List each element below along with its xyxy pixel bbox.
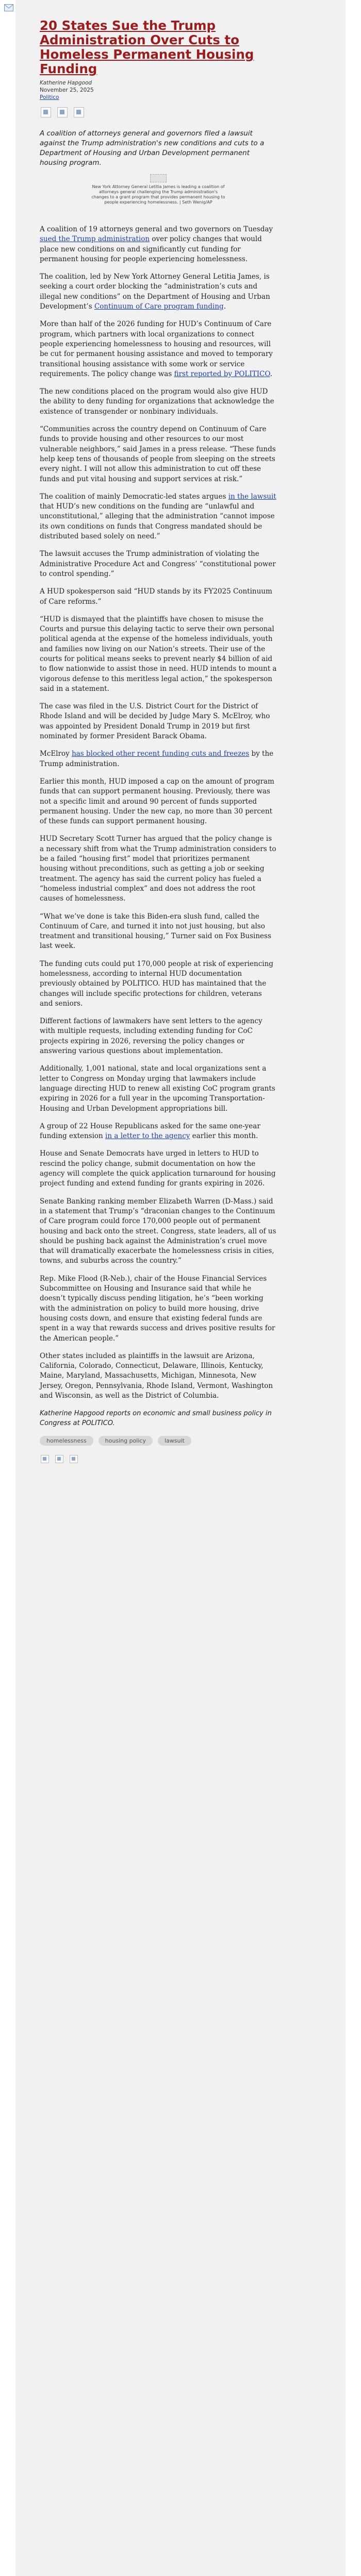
share-icon[interactable] [74, 107, 84, 117]
photo-caption: New York Attorney General Letitia James is leading a coalition of attorneys general challenging the Trump administration's changes to a grant program that provides permanent housing to people experiencing homelessness. | Seth Wenig/AP [91, 184, 225, 205]
paragraph: “HUD is dismayed that the plaintiffs have chosen to misuse the Courts and pursue this delaying tactic to serve their own personal political agenda at the expense of the homeless individuals, youth and families now living on our Nation’s streets. Their use of the courts for political means seeks to prevent nearly $4 billion of aid to flow nationwide to assist those in need. HUD intends to mount a vigorous defense to this meritless legal action,” the spokesperson said in a statement. [40, 615, 277, 693]
publish-date: November 25, 2025 [40, 87, 94, 93]
paragraph: Rep. Mike Flood (R-Neb.), chair of the House Financial Services Subcommittee on Housing and Insurance said that while he doesn’t typically discuss pending litigation, he’s “been working with the administration on policy to build more housing, drive housing costs down, and ensure that existing federal funds are spent in a way that rewards success and drives positive results for the American people.” [40, 1274, 275, 1343]
inline-link[interactable]: in a letter to the agency [105, 1132, 190, 1141]
author-signature: Katherine Hapgood reports on economic and small business policy in Congress at POLITICO. [40, 1410, 272, 1428]
paragraph: The lawsuit accuses the Trump administration of violating the Administrative Procedure Act and Congress’ “constitutional power to control spending.” [40, 550, 276, 578]
author-name: Katherine Hapgood [40, 80, 92, 86]
paragraph: A HUD spokesperson said “HUD stands by its FY2025 Continuum of Care reforms.” [40, 587, 272, 606]
paragraph: House and Senate Democrats have urged in letters to HUD to rescind the policy change, submit documentation on how the agency will complete the quick application turnaround for housing project funding and extend funding for grants expiring in 2026. [40, 1149, 276, 1188]
tag-homelessness[interactable]: homelessness [40, 1436, 93, 1446]
article-meta [40, 79, 277, 101]
paragraph: The coalition of mainly Democratic-led states argues in the lawsuit that HUD’s new conditions on the funding are “unlawful and unconstitutional,” alleging that the administration “cannot impose its own conditions on funds that Congress mandated should be distributed based solely on need.” [40, 492, 276, 541]
paragraph: A coalition of 19 attorneys general and two governors on Tuesday sued the Trump administration over policy changes that would place new conditions on and significantly cut funding for permanent housing for people experiencing homelessness. [40, 225, 273, 263]
paragraph: Earlier this month, HUD imposed a cap on the amount of program funds that can support permanent housing. Previously, there was not a specific limit and around 90 percent of funds supported permanent housing. Under the new cap, no more than 30 percent of these funds can support permanent housing. [40, 777, 274, 826]
social-icons [41, 1455, 277, 1463]
social-icon[interactable] [41, 1455, 49, 1463]
social-icon[interactable] [70, 1455, 78, 1463]
paragraph: Other states included as plaintiffs in the lawsuit are Arizona, California, Colorado, Connecticut, Delaware, Illinois, Kentucky, Maine, Maryland, Massachusetts, Michigan, Minnesota, New Jersey, Oregon, Pennsylvania, Rhode Island, Vermont, Washington and Wisconsin, as well as the District of Columbia. [40, 1351, 273, 1400]
paragraph: Additionally, 1,001 national, state and local organizations sent a letter to Congress on Monday urging that lawmakers include language directing HUD to renew all existing CoC program grants expiring in 2026 for a full year in the upcoming Transportation-Housing and Urban Development appropriations bill. [40, 1064, 275, 1113]
tag-housing-policy[interactable]: housing policy [99, 1436, 153, 1446]
publication-link[interactable]: Politico [40, 94, 59, 100]
inline-link[interactable]: in the lawsuit [228, 492, 276, 501]
paragraph: Different factions of lawmakers have sent letters to the agency with multiple requests, including extending funding for CoC projects expiring in 2026, reversing the policy changes or answering various questions about implementation. [40, 1017, 262, 1056]
paragraph: The new conditions placed on the program would also give HUD the ability to deny funding for organizations that acknowledge the existence of transgender or nonbinary individuals. [40, 387, 274, 416]
envelope-icon [4, 4, 13, 11]
inline-link[interactable]: first reported by POLITICO [174, 369, 270, 378]
paragraph: Senate Banking ranking member Elizabeth Warren (D-Mass.) said in a statement that Trump’s “draconian changes to the Continuum of Care program could force 170,000 people out of permanent housing and back onto the street. Congress, state leaders, all of us should be pushing back against the Administration’s cruel move that will dramatically exacerbate the homelessness crisis in cities, towns, and suburbs across the country.” [40, 1197, 276, 1265]
paragraph: The case was filed in the U.S. District Court for the District of Rhode Island and will be decided by Judge Mary S. McElroy, who was appointed by President Donald Trump in 2019 but first nominated by former President Barack Obama. [40, 702, 270, 741]
article-title[interactable]: 20 States Sue the Trump Administration Over Cuts to Homeless Permanent Housing Funding [40, 18, 254, 76]
paragraph: The coalition, led by New York Attorney General Letitia James, is seeking a court order blocking the “administration’s cuts and illegal new conditions” on the Department of Housing and Urban Development’s Continuum of Care program funding. [40, 273, 270, 311]
paragraph: The funding cuts could put 170,000 people at risk of experiencing homelessness, according to internal HUD documentation previously obtained by POLITICO. HUD has maintained that the changes will include specific protections for children, veterans and seniors. [40, 959, 273, 1008]
tag-lawsuit[interactable]: lawsuit [158, 1436, 191, 1446]
article-photo [91, 174, 225, 205]
paragraph: McElroy has blocked other recent funding cuts and freezes by the Trump administration. [40, 750, 274, 768]
share-icon[interactable] [57, 107, 68, 117]
paragraph: HUD Secretary Scott Turner has argued that the policy change is a necessary shift from what the Trump administration considers to be a failed “housing first” model that prioritizes permanent housing without preconditions, such as getting a job or seeking treatment. The agency has said the current policy has fueled a “homeless industrial complex” and does not address the root causes of homelessness. [40, 835, 276, 903]
paragraph: “Communities across the country depend on Continuum of Care funds to provide housing and other resources to our most vulnerable neighbors,” said James in a press release. “These funds help keep tens of thousands of people from sleeping on the streets every night. I will not allow this administration to cut off these funds and put vital housing and support services at risk.” [40, 425, 276, 483]
paragraph: “What we’ve done is take this Biden-era slush fund, called the Continuum of Care, and turned it into not just housing, but also treatment and transitional housing,” Turner said on Fox Business last week. [40, 912, 271, 951]
article-body [40, 225, 277, 1428]
paragraph: More than half of the 2026 funding for HUD’s Continuum of Care program, which partners with local organizations to connect people experiencing homelessness to housing and resources, will be cut for permanent housing assistance and moved to temporary transitional housing assistance with some work or service requirements. The policy change was first reported by POLITICO. [40, 320, 273, 378]
inline-link[interactable]: has blocked other recent funding cuts and freezes [72, 750, 250, 758]
social-icon[interactable] [55, 1455, 63, 1463]
article-dek: A coalition of attorneys general and governors filed a lawsuit against the Trump administration's new conditions and cuts to a Department of Housing and Urban Development permanent housing program. [40, 129, 265, 167]
share-icons [41, 107, 277, 117]
paragraph: A group of 22 House Republicans asked for the same one-year funding extension in a letter to the agency earlier this month. [40, 1122, 260, 1141]
tag-list [40, 1436, 210, 1446]
article-column [40, 19, 277, 1463]
inline-link[interactable]: sued the Trump administration [40, 235, 150, 244]
image-placeholder-icon [150, 174, 167, 182]
share-icon[interactable] [41, 107, 51, 117]
inline-link[interactable]: Continuum of Care program funding [94, 302, 224, 311]
